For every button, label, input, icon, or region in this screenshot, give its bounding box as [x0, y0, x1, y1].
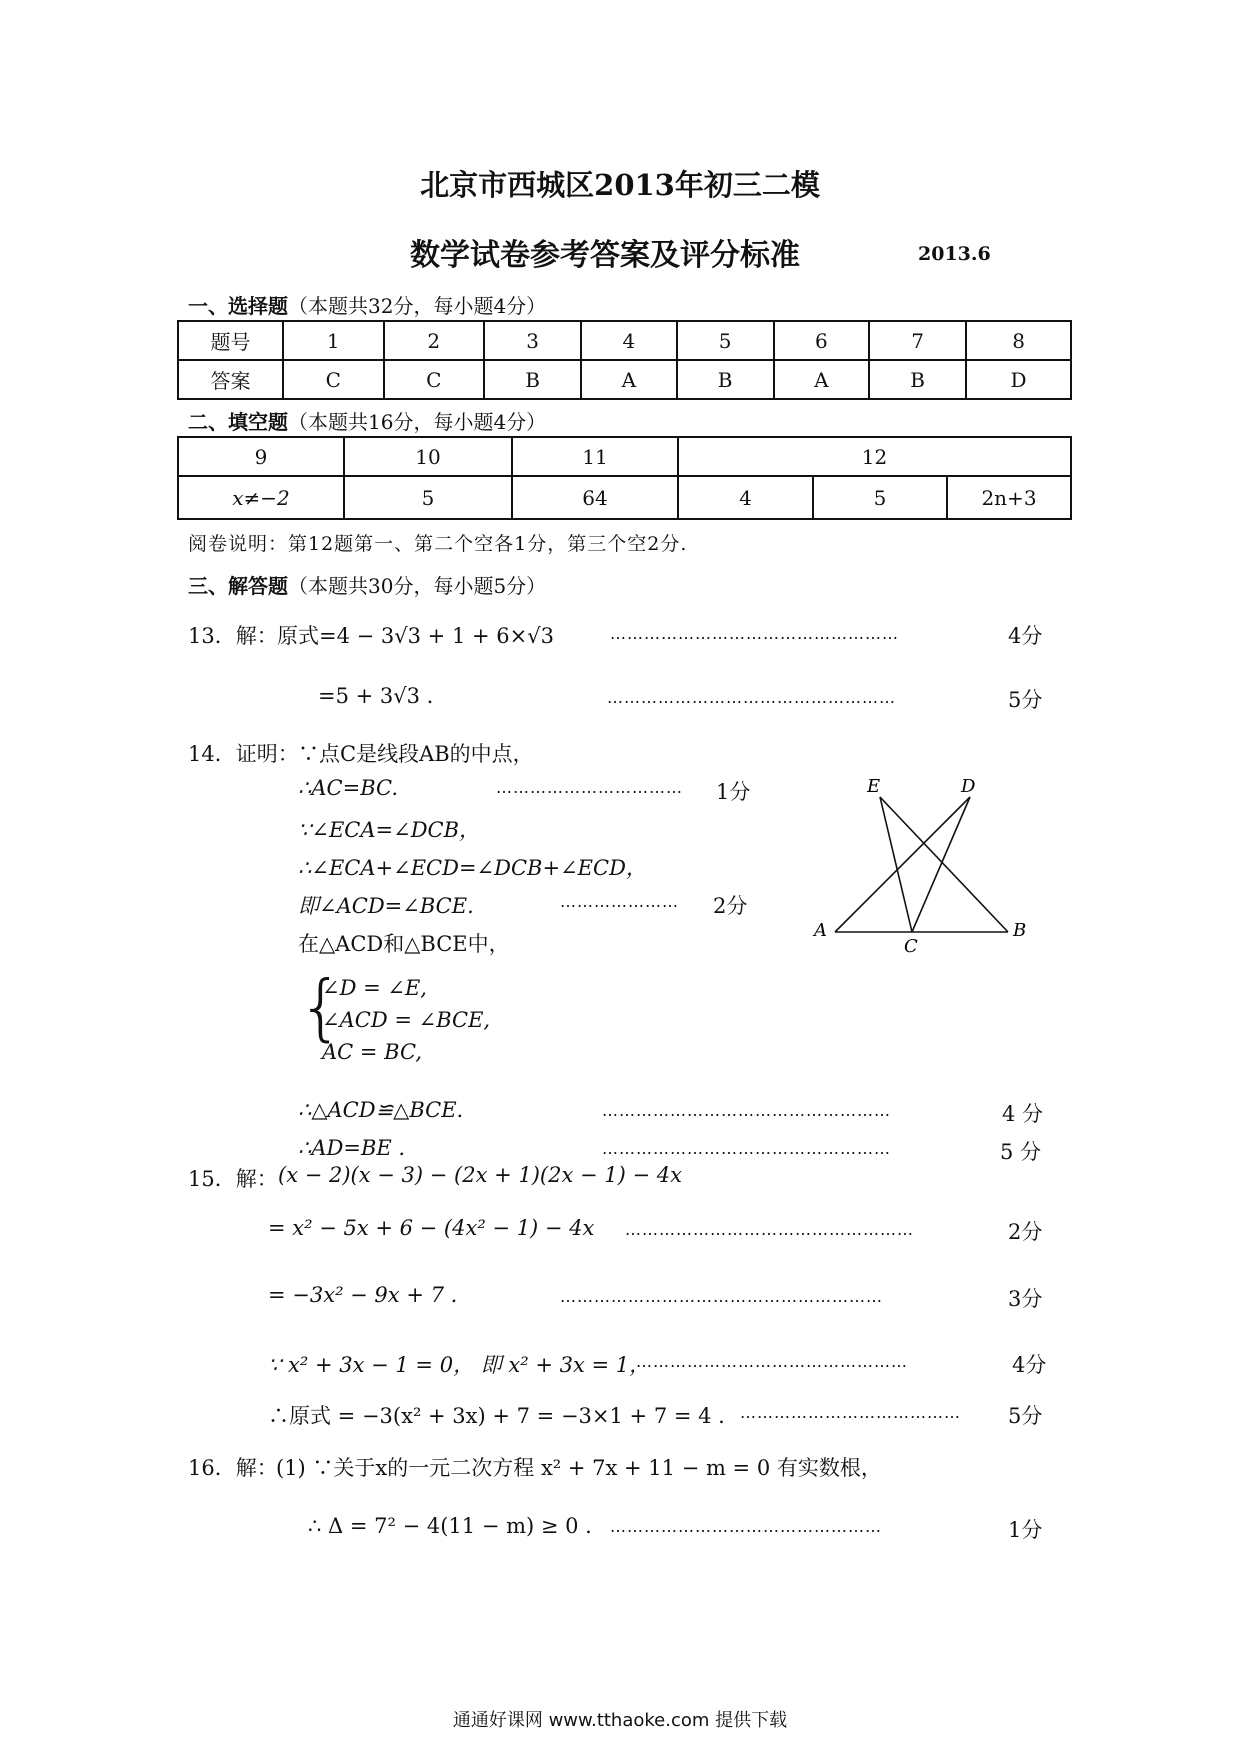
q14-score4: 2分	[713, 894, 748, 918]
q14-cond3: AC = BC,	[322, 1040, 422, 1064]
q15-line3: ∵ x² + 3x − 1 = 0， 即 x² + 3x = 1，	[268, 1353, 651, 1377]
q15-line1: = x² − 5x + 6 − (4x² − 1) − 4x	[268, 1216, 595, 1240]
choice-answer: B	[484, 360, 581, 399]
leader-dots: ……………………………………………	[610, 624, 899, 643]
q15-score1: 2分	[1008, 1220, 1043, 1244]
leader-dots: …………………	[560, 892, 679, 911]
choice-number: 8	[966, 321, 1071, 360]
q14-line3: ∴∠ECA+∠ECD=∠DCB+∠ECD，	[298, 856, 647, 880]
choice-answer: D	[966, 360, 1071, 399]
q13-score1: 4分	[1008, 624, 1043, 648]
q14-line7: ∴AD=BE .	[298, 1136, 406, 1160]
q14-label: 14．证明：	[188, 742, 299, 766]
q14-line6: ∴△ACD≌△BCE.	[298, 1098, 464, 1122]
point-label-A: A	[814, 920, 827, 941]
leader-dots: ……………………………………………	[602, 1139, 891, 1158]
q14-score6: 4 分	[1002, 1102, 1044, 1126]
q14-line0: ∵点C是线段AB的中点，	[298, 742, 534, 766]
point-label-E: E	[867, 776, 881, 797]
choice-number: 6	[774, 321, 870, 360]
q13-line2: =5 + 3√3 .	[318, 684, 434, 708]
page-subtitle: 数学试卷参考答案及评分标准	[410, 238, 800, 273]
fill-answer-row	[178, 476, 1071, 519]
page-title: 北京市西城区2013年初三二模	[420, 168, 820, 202]
choice-answer: C	[384, 360, 485, 399]
fill-answer: 64	[512, 476, 678, 519]
segment-EC	[880, 797, 912, 932]
choice-number-row	[178, 321, 1071, 360]
choice-answer: A	[581, 360, 677, 399]
choice-answer: C	[283, 360, 384, 399]
choice-answer: B	[677, 360, 774, 399]
choice-number: 2	[384, 321, 485, 360]
fill-answer: 5	[813, 476, 947, 519]
row-label-answer: 答案	[178, 360, 283, 399]
q14-cond1: ∠D = ∠E,	[322, 976, 427, 1000]
point-label-B: B	[1013, 920, 1027, 941]
q15-line0: (x − 2)(x − 3) − (2x + 1)(2x − 1) − 4x	[278, 1163, 682, 1187]
q16-label: 16．解：	[188, 1456, 278, 1480]
section3-heading: 三、解答题（本题共30分，每小题5分）	[188, 574, 547, 598]
q15-label: 15．解：	[188, 1167, 278, 1191]
fill-number: 10	[344, 437, 512, 476]
fill-answer: 2n+3	[947, 476, 1071, 519]
choice-answer-row	[178, 360, 1071, 399]
q13-line1: 原式=4 − 3√3 + 1 + 6×√3	[277, 624, 554, 648]
q15-line4: ∴原式 = −3(x² + 3x) + 7 = −3×1 + 7 = 4 .	[268, 1404, 725, 1428]
segment-AD	[835, 797, 970, 932]
leader-dots: ……………………………………………	[607, 688, 896, 707]
segment-CD	[912, 797, 970, 932]
q14-line2: ∵∠ECA=∠DCB，	[298, 818, 481, 842]
point-label-D: D	[961, 776, 976, 797]
section2-heading: 二、填空题（本题共16分，每小题4分）	[188, 410, 547, 434]
q14-cond2: ∠ACD = ∠BCE,	[322, 1008, 491, 1032]
q14-line5: 在△ACD和△BCE中，	[298, 932, 510, 956]
fill-number: 9	[178, 437, 344, 476]
row-label-number: 题号	[178, 321, 283, 360]
q15-score3: 4分	[1012, 1353, 1047, 1377]
triangle-figure	[800, 770, 1040, 960]
leader-dots: …………………………………………	[610, 1517, 882, 1536]
leader-dots: …………………………………………	[636, 1352, 908, 1371]
q14-line1: ∴AC=BC.	[298, 776, 399, 800]
choice-answer: B	[869, 360, 966, 399]
q14-score7: 5 分	[1000, 1140, 1042, 1164]
fill-answer: 4	[678, 476, 813, 519]
date-label: 2013.6	[918, 243, 991, 265]
fill-number: 12	[678, 437, 1071, 476]
fill-answer: 5	[344, 476, 512, 519]
choice-number: 5	[677, 321, 774, 360]
point-label-C: C	[904, 936, 918, 957]
fill-answer-table	[177, 436, 1072, 520]
q13-label: 13．解：	[188, 624, 278, 648]
q16-line1: ∴ Δ = 7² − 4(11 − m) ≥ 0 .	[308, 1514, 592, 1538]
q16-score1: 1分	[1008, 1518, 1043, 1542]
fill-answer: x≠−2	[178, 476, 344, 519]
choice-answer: A	[774, 360, 870, 399]
choice-number: 7	[869, 321, 966, 360]
q15-line2: = −3x² − 9x + 7 .	[268, 1283, 458, 1307]
choice-number: 3	[484, 321, 581, 360]
leader-dots: …………………………………………………	[560, 1287, 883, 1306]
choice-number: 1	[283, 321, 384, 360]
leader-dots: ……………………………………………	[625, 1220, 914, 1239]
section1-heading: 一、选择题（本题共32分，每小题4分）	[188, 294, 547, 318]
grading-remark: 阅卷说明：第12题第一、第二个空各1分，第三个空2分.	[188, 533, 688, 555]
q16-line0: (1) ∵关于x的一元二次方程 x² + 7x + 11 − m = 0 有实数根，	[276, 1456, 882, 1480]
leader-dots: …………………………………	[740, 1403, 961, 1422]
leader-dots: ……………………………	[496, 778, 683, 797]
segment-EB	[880, 797, 1008, 932]
q14-score1: 1分	[716, 780, 751, 804]
q13-score2: 5分	[1008, 688, 1043, 712]
q14-line4: 即∠ACD=∠BCE.	[298, 894, 474, 918]
choice-number: 4	[581, 321, 677, 360]
leader-dots: ……………………………………………	[602, 1101, 891, 1120]
fill-number: 11	[512, 437, 678, 476]
system-brace: {	[298, 965, 344, 1049]
fill-number-row	[178, 437, 1071, 476]
page-footer: 通通好课网 www.tthaoke.com 提供下载	[452, 1710, 788, 1731]
q15-score2: 3分	[1008, 1287, 1043, 1311]
choice-answer-table	[177, 320, 1072, 400]
q15-score4: 5分	[1008, 1404, 1043, 1428]
